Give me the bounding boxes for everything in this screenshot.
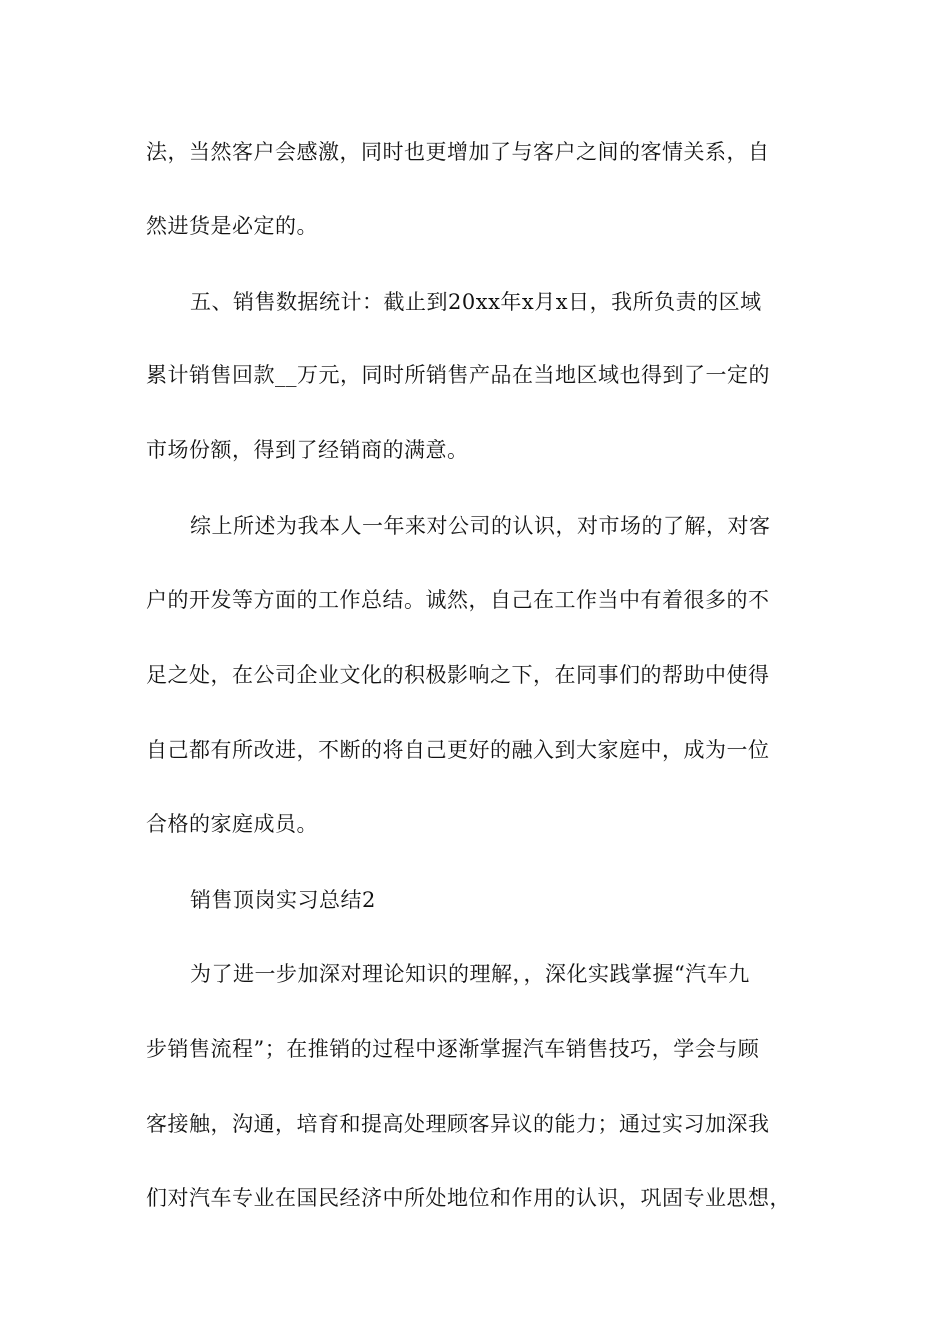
paragraph-line: 客接触，沟通，培育和提高处理顾客异议的能力；通过实习加深我	[146, 1112, 770, 1136]
paragraph-line: 步销售流程”；在推销的过程中逐渐掌握汽车销售技巧，学会与顾	[146, 1037, 760, 1061]
section-title: 销售顶岗实习总结2	[190, 888, 376, 912]
paragraph-line: 然进货是必定的。	[146, 214, 318, 238]
paragraph-line: 法，当然客户会感激，同时也更增加了与客户之间的客情关系，自	[146, 140, 770, 164]
paragraph-line: 市场份额，得到了经销商的满意。	[146, 438, 469, 462]
paragraph-line: 户的开发等方面的工作总结。诚然，自己在工作当中有着很多的不	[146, 588, 770, 612]
paragraph-line: 累计销售回款__万元，同时所销售产品在当地区域也得到了一定的	[146, 363, 770, 387]
paragraph-line: 足之处，在公司企业文化的积极影响之下，在同事们的帮助中使得	[146, 663, 770, 687]
paragraph-line: 自己都有所改进，不断的将自己更好的融入到大家庭中，成为一位	[146, 738, 770, 762]
section-heading-line: 五、销售数据统计：截止到20xx年x月x日，我所负责的区域	[190, 290, 762, 314]
paragraph-line: 合格的家庭成员。	[146, 812, 318, 836]
paragraph-line: 为了进一步加深对理论知识的理解，，深化实践掌握“汽车九	[190, 962, 750, 986]
paragraph-line: 综上所述为我本人一年来对公司的认识，对市场的了解，对客	[190, 514, 771, 538]
paragraph-line: 们对汽车专业在国民经济中所处地位和作用的认识，巩固专业思想，	[146, 1186, 791, 1210]
